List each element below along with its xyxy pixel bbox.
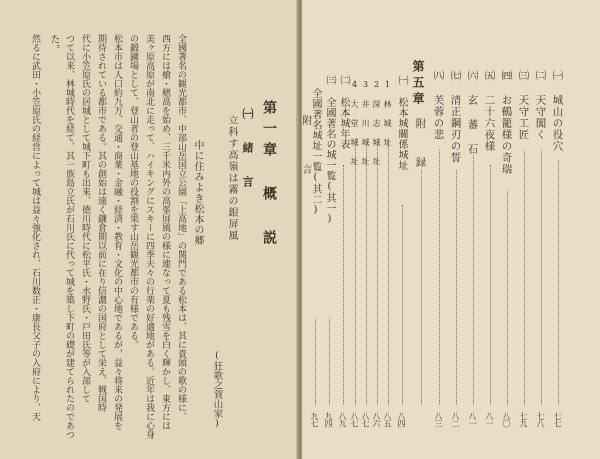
toc-page: 八二	[451, 412, 460, 427]
toc-leader	[507, 190, 508, 405]
toc-page: 八〇	[502, 412, 511, 427]
toc-subitem: 4 大 堂 城 址	[350, 80, 359, 166]
toc-page: 八五	[383, 412, 392, 427]
body-line: た。	[48, 34, 59, 56]
body-line: 全國著名の観光都市、中部山岳国立公園「上高地」の関門である松本は、其に貴頭の歌の様に、	[176, 34, 186, 421]
appendix-label: 附 言	[300, 115, 311, 188]
chapter5-title: 附 録	[414, 118, 427, 175]
toc-page: 八一	[485, 412, 494, 427]
poem-author: (狂歌之賀山家)	[211, 350, 223, 429]
toc-item: ㈧ 芙蓉の悲	[432, 70, 445, 141]
toc-page: 七九	[519, 412, 528, 427]
body-line: 松本市は人口約九万、交通・商業・金融・経済・教育・文化の中心地であるが、益々将来の発展を	[112, 34, 122, 430]
toc-leader	[541, 150, 542, 405]
poem-title: 立科す高嶺は霧の銀屏風	[226, 115, 237, 242]
toc-leader	[355, 140, 356, 405]
toc-leader	[456, 170, 457, 405]
toc-page: 八四	[397, 412, 406, 427]
toc-leader	[439, 150, 440, 405]
toc-item: ㈡ 天守閣く	[534, 70, 547, 141]
body-line: 西方には槍・穂高を始め、三千米内外の高峯屏風の様に連なって夏も残雪を白く輝かし、東方には	[160, 34, 170, 430]
toc-subitem: 3 井 川 城 址	[361, 80, 370, 166]
body-line: 美ヶ原高原が南北に走って、ハイキングにスキーに四季夫々の行楽の好適地がある。近年は我に心身	[144, 34, 154, 439]
toc-leader	[377, 140, 378, 405]
toc-item: ㈠ 松本城關係城址	[396, 75, 407, 171]
toc-leader	[473, 150, 474, 405]
left-page	[0, 0, 298, 459]
toc-item: 全國著名城址一覧(其二)	[310, 88, 321, 216]
toc-page: 七七	[553, 412, 562, 427]
toc-subitem: 1 林 城 址	[383, 80, 392, 147]
toc-page: 八七	[350, 412, 359, 427]
toc-leader	[402, 205, 403, 405]
body-line: の鍛錬場として、登山者の登山基地の役割を果す山岳観光都市の有様である。	[128, 34, 138, 349]
toc-subitem: 2 深 志 城 址	[372, 80, 381, 166]
chapter5-heading: 第五章	[411, 60, 425, 108]
body-line: 然るに武田・小笠原氏の経営によって城は益々強化され、石川数正・康長父子の入府により、天	[30, 34, 40, 421]
toc-leader	[421, 170, 422, 405]
body-line: 中に住みよき松本の郷	[192, 140, 203, 246]
toc-item: ㈤ 二十六夜様	[483, 70, 496, 152]
toc-page: 八七	[361, 412, 370, 427]
toc-leader	[490, 165, 491, 405]
toc-page: 八三	[434, 412, 443, 427]
right-page	[302, 0, 600, 459]
toc-item: ㈡ 松本城年表	[338, 75, 349, 150]
toc-item: ㈢ 全國著名の城一覧(其一)	[324, 75, 335, 225]
toc-leader	[558, 160, 559, 405]
toc-item: ㈣ お鶴籠様の奇瑞	[500, 70, 513, 175]
toc-page: 八一	[468, 412, 477, 427]
toc-item: ㈥ 玄 蕃 石	[466, 70, 479, 155]
toc-page: 九四	[324, 412, 333, 427]
toc-page: 九七	[310, 412, 319, 427]
body-line: 期待されている都市である。其の創始は遠く鎌倉期以前に在り信濃の国府として栄え、戦国時	[96, 34, 106, 412]
toc-item: ㈠ 城山の役穴	[551, 70, 564, 152]
body-line: つて以来、林城時代を経て、其一族島立氏が石川氏に代って城を築し下町の礎が建てられたのであつ	[64, 34, 74, 439]
toc-leader	[524, 150, 525, 405]
toc-leader	[329, 318, 330, 405]
toc-leader	[343, 165, 344, 405]
toc-page: 八九	[338, 412, 347, 427]
toc-leader	[315, 318, 316, 405]
toc-item: ㈦ 清正鋼刃の誓	[449, 70, 462, 164]
section-heading: ㈠ 緒 言	[241, 108, 254, 192]
toc-leader	[388, 140, 389, 405]
body-line: 代に小笠原氏の居城として城下町も出来、徳川時代に松平氏・水野氏・戸田氏等が入部して	[80, 34, 90, 403]
toc-leader	[366, 140, 367, 405]
toc-item: ㈢ 天守工匠	[517, 70, 530, 141]
chapter-heading: 第一章 概 説	[261, 100, 277, 251]
toc-page: 八六	[372, 412, 381, 427]
toc-page: 七八	[536, 412, 545, 427]
